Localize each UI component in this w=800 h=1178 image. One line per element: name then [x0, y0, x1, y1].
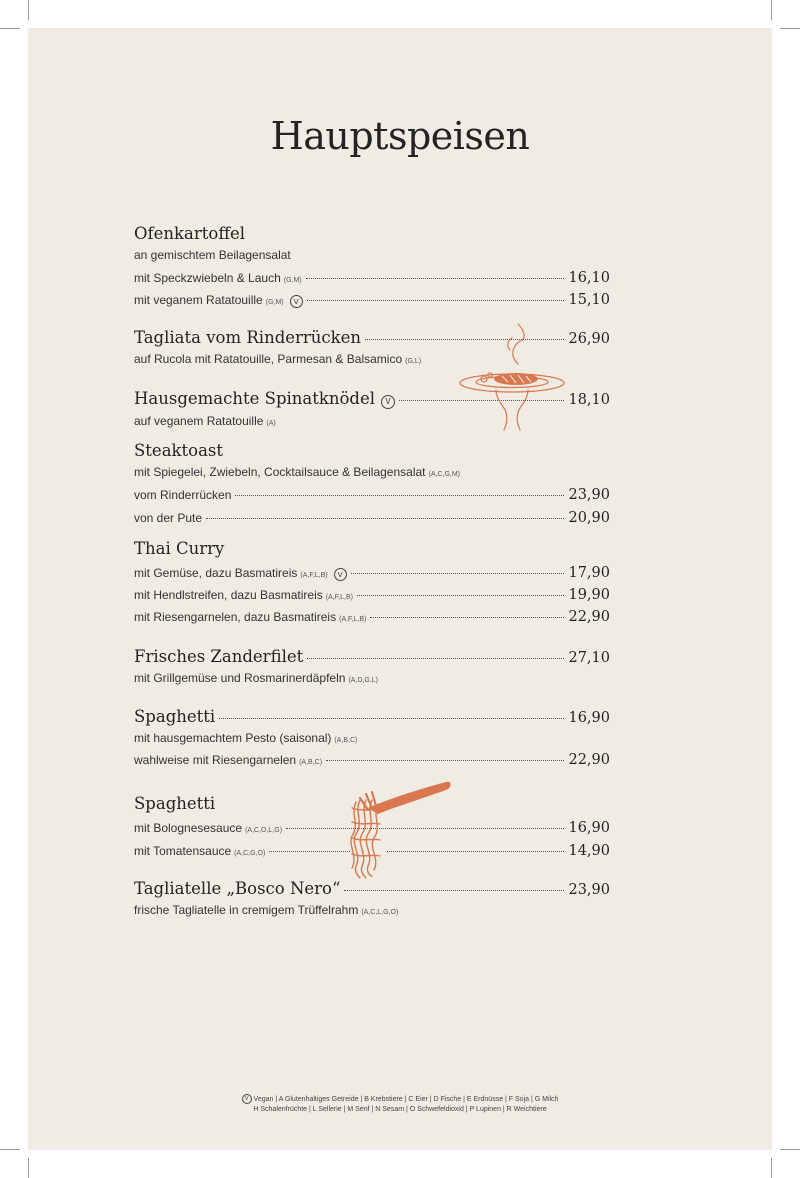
dish-name: Thai Curry [134, 539, 225, 558]
item-label: mit Bolognesesauce [134, 821, 243, 835]
dot-leader [351, 573, 565, 574]
dot-leader [219, 718, 564, 719]
dot-leader [307, 658, 564, 659]
crop-mark [0, 1149, 20, 1150]
menu-item [134, 707, 610, 726]
item-label: mit Tomatensauce [134, 844, 232, 858]
item-price: 23,90 [568, 882, 610, 898]
description-text: mit hausgemachtem Pesto (saisonal) [134, 731, 332, 745]
allergen-codes: (A) [266, 420, 276, 427]
item-price: 16,10 [568, 270, 610, 286]
crop-mark [771, 1158, 772, 1178]
item-price: 17,90 [568, 565, 610, 581]
item-label: wahlweise mit Riesengarnelen [134, 753, 297, 767]
dish-name: Steaktoast [134, 441, 224, 460]
menu-item [134, 510, 610, 526]
item-label: mit Speckzwiebeln & Lauch [134, 271, 281, 285]
item-price: 26,90 [568, 331, 610, 347]
item-price: 27,10 [568, 650, 610, 666]
dish-description: an gemischtem Beilagensalat [134, 248, 291, 262]
item-price: 18,10 [568, 392, 610, 408]
description-text: mit Spiegelei, Zwiebeln, Cocktailsauce & Beilagensalat [134, 465, 426, 479]
dish-name: Tagliatelle „Bosco Nero“ [134, 879, 341, 898]
legend-line [28, 1094, 772, 1105]
dish-description [134, 352, 421, 366]
item-price: 20,90 [568, 510, 610, 526]
dish-description [134, 731, 357, 745]
menu-item [134, 565, 610, 581]
item-price: 14,90 [568, 843, 610, 859]
item-label: mit Riesengarnelen, dazu Basmatireis [134, 610, 337, 624]
item-label: von der Pute [134, 511, 203, 525]
dot-leader [357, 595, 565, 596]
dish-name: Spaghetti [134, 794, 216, 813]
item-label: mit veganem Ratatouille [134, 293, 263, 307]
menu-item [134, 587, 610, 603]
item-price: 23,90 [568, 487, 610, 503]
dot-leader [206, 518, 564, 519]
dish-name: Frisches Zanderfilet [134, 647, 304, 666]
crop-mark [771, 0, 772, 20]
allergen-codes: (A,F,L,B) [339, 616, 367, 623]
crop-mark [780, 28, 800, 29]
allergen-legend [28, 1094, 772, 1115]
dish-description [134, 414, 276, 428]
allergen-codes: (A,F,L,B) [325, 594, 353, 601]
description-text: mit Grillgemüse und Rosmarinerdäpfeln [134, 671, 346, 685]
dish-name: Hausgemachte Spinatknödel [134, 389, 376, 408]
dish-name: Spaghetti [134, 707, 216, 726]
allergen-codes: (G,L) [405, 358, 422, 365]
allergen-codes: (A,C,G,O) [234, 850, 266, 857]
vegan-icon: V [381, 395, 395, 409]
menu-item [134, 647, 610, 666]
dot-leader [370, 617, 564, 618]
menu-page [28, 28, 772, 1150]
spaghetti-fork-icon [346, 778, 454, 880]
allergen-codes: (A,D,G,L) [348, 677, 378, 684]
item-price: 22,90 [568, 752, 610, 768]
dish-description [134, 465, 460, 479]
dot-leader [235, 495, 564, 496]
crop-mark [0, 28, 20, 29]
allergen-codes: (A,B,C) [299, 759, 323, 766]
menu-item [134, 879, 610, 898]
steak-plate-icon [456, 320, 568, 432]
legend-line: H Schalenfrüchte | L Sellerie | M Senf | N Sesam | O Schwefeldioxid | P Lupinen | R Weichtiere [253, 1105, 547, 1113]
vegan-icon: V [334, 568, 347, 581]
menu-item [134, 609, 610, 625]
menu-item [134, 292, 610, 308]
dot-leader [344, 890, 564, 891]
allergen-codes: (G,M) [265, 299, 284, 306]
item-label: vom Rinderrücken [134, 488, 232, 502]
dish-description [134, 903, 398, 917]
item-price: 22,90 [568, 609, 610, 625]
dish-name: Ofenkartoffel [134, 224, 246, 243]
page-title: Hauptspeisen [270, 114, 530, 158]
menu-item [134, 270, 610, 286]
vegan-icon: V [290, 295, 303, 308]
item-label: mit Gemüse, dazu Basmatireis [134, 566, 298, 580]
allergen-codes: (A,C,O,L,G) [245, 827, 283, 834]
item-price: 16,90 [568, 710, 610, 726]
allergen-codes: (A,F,L,B) [300, 572, 328, 579]
dish-name: Tagliata vom Rinderrücken [134, 328, 362, 347]
allergen-codes: (A,C,L,G,O) [361, 909, 399, 916]
legend-text: Vegan | A Glutenhaltiges Getreide | B Krebstiere | C Eier | D Fische | E Erdnüsse | F Soja | G Milch [253, 1095, 559, 1103]
item-price: 19,90 [568, 587, 610, 603]
dot-leader [307, 300, 565, 301]
allergen-codes: (G,M) [283, 277, 302, 284]
allergen-codes: (A,C,G,M) [428, 471, 460, 478]
crop-mark [28, 0, 29, 20]
vegan-icon: V [242, 1094, 252, 1104]
menu-item [134, 487, 610, 503]
crop-mark [780, 1149, 800, 1150]
crop-mark [28, 1158, 29, 1178]
menu-item [134, 752, 610, 768]
allergen-codes: (A,B,C) [334, 737, 358, 744]
dish-description [134, 671, 378, 685]
dot-leader [326, 760, 564, 761]
dot-leader [306, 278, 565, 279]
description-text: auf veganem Ratatouille [134, 414, 264, 428]
description-text: frische Tagliatelle in cremigem Trüffelrahm [134, 903, 359, 917]
item-label: mit Hendlstreifen, dazu Basmatireis [134, 588, 323, 602]
item-price: 16,90 [568, 820, 610, 836]
item-price: 15,10 [568, 292, 610, 308]
description-text: auf Rucola mit Ratatouille, Parmesan & Balsamico [134, 352, 403, 366]
